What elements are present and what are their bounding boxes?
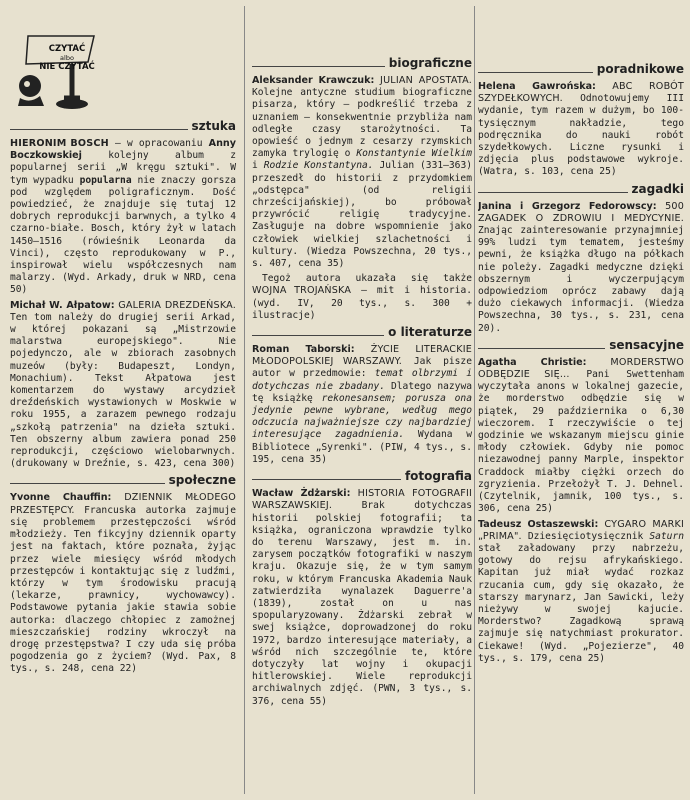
column-rule [474, 6, 475, 794]
book-entry: Wacław Żdżarski: HISTORIA FOTOGRAFII WARSZAWSKIEJ. Brak dotychczas historii polskiej fotografii; ta książka, ograniczona wprawdzie tylko do terenu Warszawy, jest m. in. zarysem początków fotografiki w naszym kraju. Okazuje się, że w tym samym roku, w którym Francuska Akademia Nauk zatwierdziła wynalazek Daguerre'a (1839), został on u nas spopularyzowany. Żdżarski zebrał w swej książce, doprowadzonej do roku 1972, bardzo interesujące materiały, a wśród nich szczególnie te, które dotyczyły lat wojny i okupacji hitlerowskiej. Wiele reprodukcji archiwalnych zdjęć. (PWN, 3 tys., s. 376, cena 55) [252, 488, 472, 707]
section-heading-literaturze: o literaturze [252, 325, 472, 339]
book-entry: Roman Taborski: ŻYCIE LITERACKIE MŁODOPOLSKIEJ WARSZAWY. Jak pisze autor w przedmowie: temat olbrzymi i dotychczas nie zbadany. Dlatego nazywa tę książkę rekonesansem; porusza ona jedynie pewne wybrane, według mego odczucia najważniejsze czy najbardziej interesujące zagadnienia. Wydana w Bibliotece „Syrenki". (PIW, 4 tys., s. 195, cena 35) [252, 344, 472, 465]
book-entry: HIERONIM BOSCH — w opracowaniu Anny Boczkowskiej kolejny album z popularnej serii „W kręgu sztuki". W tym wypadku popularna nie znaczy gorsza pod względem poligraficznym. Dość powiedzieć, że znajduje się tutaj 12 dobrych reprodukcji barwnych, a tylko 4 czarno-białe. Bosch, który żył w latach 1450—1516 (rówieśnik Leonarda da Vinci), często reprodukowany w P., inspirował wielu współczesnych nam malarzy. (Wyd. Arkady, druk w NRD, cena 50) [10, 138, 236, 296]
section-heading-sensacyjne: sensacyjne [478, 338, 684, 352]
section-heading-biograficzne: biograficzne [252, 56, 472, 70]
section-heading-zagadki: zagadki [478, 182, 684, 196]
book-entry: Michał W. Ałpatow: GALERIA DREZDEŃSKA. Ten tom należy do drugiej serii Arkad, w której pokazani są „Mistrzowie malarstwa europejskiego". Nie pojedynczo, ale w zbiorach zasobnych muzeów (były: Budapeszt, Londyn, Monachium). Tekst Ałpatowa jest komentarzem do wystawy arcydzieł dreźdeńskich wystawionych w Moskwie w roku 1955, a zarazem pewnego rodzaju „szkołą patrzenia" na dzieła sztuki. Ten obszerny album zawiera ponad 250 reprodukcji, częściowo wielobarwnych. (drukowany w Dreźnie, s. 423, cena 300) [10, 299, 236, 470]
column-1 [10, 4, 236, 796]
section-heading-fotografia: fotografia [252, 469, 472, 483]
book-entry: Janina i Grzegorz Fedorowscy: 500 ZAGADEK O ZDROWIU I MEDYCYNIE. Znając zainteresowanie przynajmniej 99% ludzi tym tematem, jesteśmy pewni, że książka długo na półkach nie poleży. Zagadki medyczne dzięki obszernym i wyczerpującym odpowiedziom oprócz zabawy dają dużo ciekawych informacji. (Wiedza Powszechna, 30 tys., s. 231, cena 20). [478, 200, 684, 334]
section-heading-spoleczne: społeczne [10, 473, 236, 487]
section-heading-sztuka: sztuka [10, 119, 236, 133]
section-heading-poradnikowe: poradnikowe [478, 62, 684, 76]
book-entry: Yvonne Chauffin: DZIENNIK MŁODEGO PRZESTĘPCY. Francuska autorka zajmuje się problemem przestępczości wśród młodzieży. Ten fikcyjny dziennik oparty jest na faktach, które poznała, żyjąc przez wiele miesięcy wśród młodych przestępców i kontaktując się z ludźmi, którzy w tym środowisku pracują (lekarze, prawnicy, wychowawcy). Podstawowe pytania jakie stawia sobie autorka: dlaczego chłopiec z zamożnej mieszczańskiej rodziny wkroczył na drogę przestępstwa? I czy uda się próba pogodzenia go z życiem? (Wyd. Pax, 8 tys., s. 248, cena 22) [10, 492, 236, 675]
book-entry: Tegoż autora ukazała się także WOJNA TROJAŃSKA — mit i historia. (wyd. IV, 20 tys., s. 300 + ilustracje) [252, 273, 472, 321]
czytac-logo [10, 4, 236, 116]
logo-line-3: NIE CZYTAĆ [39, 62, 95, 72]
book-entry: Agatha Christie: MORDERSTWO ODBĘDZIE SIĘ... Pani Swettenham wyczytała anons w lokalnej gazecie, że morderstwo odbędzie się w piątek, 29 października o 6,30 wieczorem. I rzeczywiście o tej godzinie we wskazanym miejscu ginie młody człowiek. Gdyby nie pomoc niezawodnej panny Marple, inspektor Craddock miałby ciężki orzech do zgryzienia. Przełożył T. J. Dehnel. (Czytelnik, jamnik, 100 tys., s. 306, cena 25) [478, 356, 684, 515]
book-entry: Helena Gawrońska: ABC ROBÓT SZYDEŁKOWYCH. Odnotowujemy III wydanie, tym razem w dużym, bo 100-tysięcznym nakładzie, tego podręcznika do nauki robót szydełkowych. Liczne rysunki i zdjęcia plus podstawowe wykroje. (Watra, s. 103, cena 25) [478, 81, 684, 178]
column-2 [252, 4, 472, 796]
logo-line-1: CZYTAĆ [48, 44, 86, 54]
column-rule [244, 6, 245, 794]
logo-line-2: albo [60, 54, 74, 62]
column-3 [478, 4, 684, 796]
book-entry: Tadeusz Ostaszewski: CYGARO MARKI „PRIMA". Dziesięciotysięcznik Saturn stał załadowany przy nabrzeżu, gotowy do rejsu afrykańskiego. Kapitan już miał wydać rozkaz rzucania cum, gdy się okazało, że starszy marynarz, Jan Sawicki, leży nieżywy w swojej kajucie. Morderstwo? Zagadkową sprawą zajmuje się natychmiast prokurator. Ciekawe! (Wyd. „Pojezierze", 40 tys., s. 179, cena 25) [478, 518, 684, 664]
book-entry: Aleksander Krawczuk: JULIAN APOSTATA. Kolejne antyczne studium biograficzne pisarza, który — podkreślić trzeba z uznaniem — konsekwentnie przybliża nam odległe czasy starożytności. Ta opowieść o jednym z cesarzy rzymskich zamyka trylogię o Konstantynie Wielkim i Rodzie Konstantyna. Julian (331—363) przeszedł do historii z przydomkiem „odstępca" (od religii chrześcijańskiej), bo próbował przywrócić religię tradycyjne. Zasługuje na dobre wspomnienie jako człowiek wielkiej szlachetności i kultury. (Wiedza Powszechna, 20 tys., s. 407, cena 35) [252, 75, 472, 270]
